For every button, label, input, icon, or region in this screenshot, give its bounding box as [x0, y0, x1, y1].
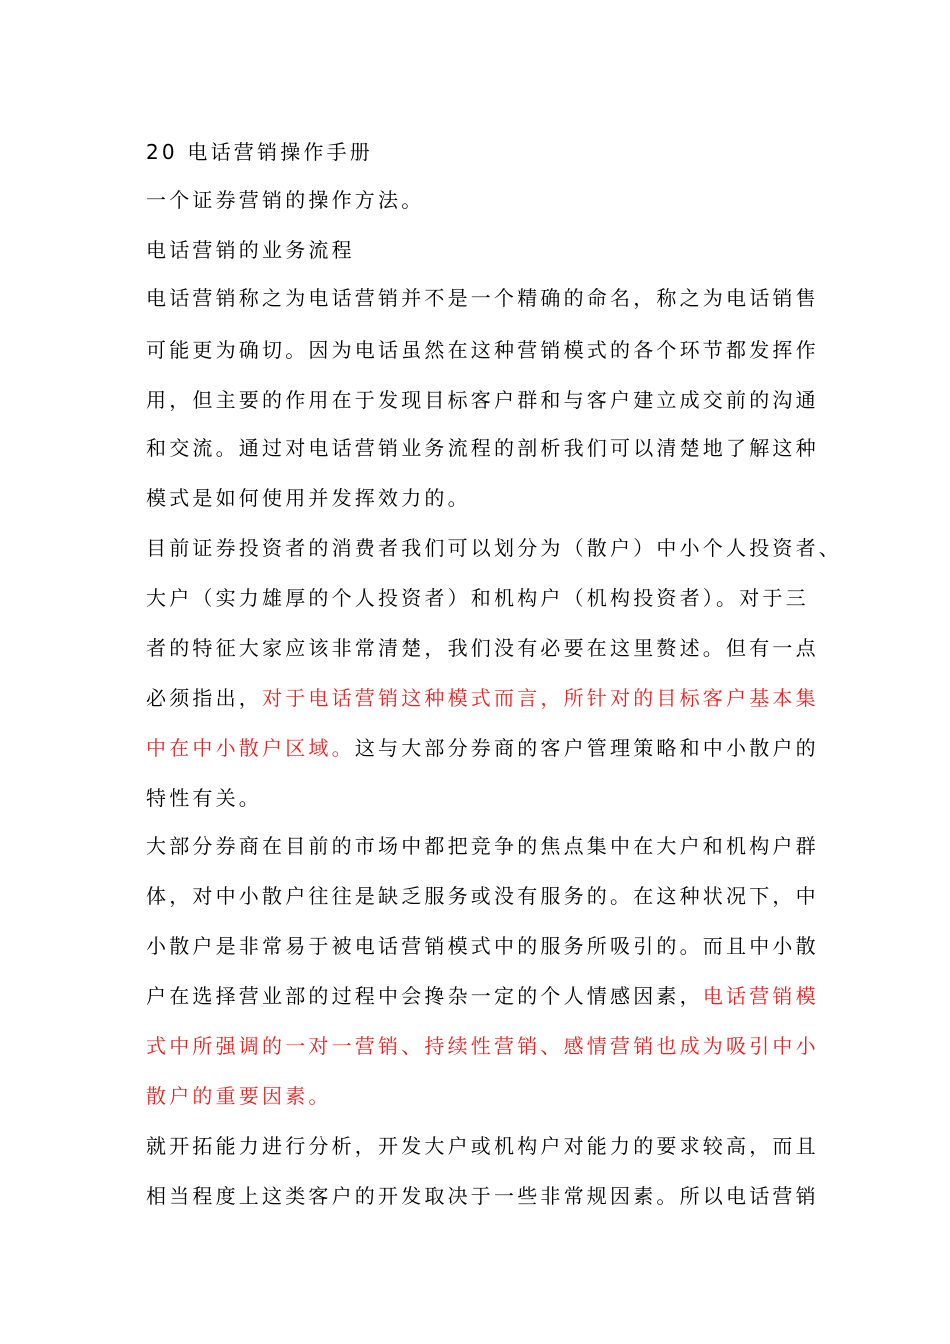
text-segment: 必须指出， [146, 686, 262, 710]
text-line [146, 386, 826, 414]
text-segment: 用，但主要的作用在于发现目标客户群和与客户建立成交前的沟通 [146, 388, 819, 412]
text-line [146, 434, 826, 462]
text-line [146, 484, 826, 512]
highlighted-text: 散户的重要因素。 [146, 1084, 332, 1108]
text-line [146, 1082, 826, 1110]
text-segment: 一个证券营销的操作方法。 [146, 188, 425, 212]
text-line [146, 982, 826, 1010]
text-line [146, 634, 826, 662]
text-segment: 电话营销的业务流程 [146, 238, 355, 262]
highlighted-text: 中在中小散户区域。 [146, 736, 355, 760]
text-line [146, 236, 826, 264]
text-segment: 就开拓能力进行分析，开发大户或机构户对能力的要求较高，而且 [146, 1134, 819, 1158]
text-segment: 体，对中小散户往往是缺乏服务或没有服务的。在这种状况下，中 [146, 884, 819, 908]
text-segment: 大部分券商在目前的市场中都把竞争的焦点集中在大户和机构户群 [146, 834, 819, 858]
text-segment: 相当程度上这类客户的开发取决于一些非常规因素。所以电话营销 [146, 1184, 819, 1208]
text-segment: 小散户是非常易于被电话营销模式中的服务所吸引的。而且中小散 [146, 934, 819, 958]
text-segment: 户在选择营业部的过程中会搀杂一定的个人情感因素， [146, 984, 703, 1008]
highlighted-text: 对于电话营销这种模式而言，所针对的目标客户基本集 [262, 686, 819, 710]
text-segment: 特性有关。 [146, 786, 262, 810]
text-line [146, 1032, 826, 1060]
text-line [146, 684, 826, 712]
text-line [146, 784, 826, 812]
text-segment: 者的特征大家应该非常清楚，我们没有必要在这里赘述。但有一点 [146, 636, 819, 660]
text-segment: 电话营销称之为电话营销并不是一个精确的命名，称之为电话销售 [146, 286, 819, 310]
text-line [146, 1182, 826, 1210]
text-line [146, 336, 826, 364]
text-line [146, 584, 826, 612]
text-line [146, 534, 842, 562]
text-line [146, 882, 826, 910]
text-line [146, 832, 826, 860]
text-segment: 大户（实力雄厚的个人投资者）和机构户（机构投资者）。对于三 [146, 586, 809, 610]
text-segment: 这与大部分券商的客户管理策略和中小散户的 [354, 736, 819, 760]
text-segment: 和交流。通过对电话营销业务流程的剖析我们可以清楚地了解这种 [146, 436, 819, 460]
text-line [146, 186, 826, 214]
text-segment: 可能更为确切。因为电话虽然在这种营销模式的各个环节都发挥作 [146, 338, 819, 362]
text-line [146, 1132, 826, 1160]
text-segment: 模式是如何使用并发挥效力的。 [146, 486, 471, 510]
text-line [146, 284, 826, 312]
highlighted-text: 电话营销模 [702, 984, 819, 1008]
document-title [146, 138, 826, 166]
text-segment: 目前证券投资者的消费者我们可以划分为（散户）中小个人投资者、 [146, 536, 842, 560]
text-line [146, 932, 826, 960]
text-segment: 20 电话营销操作手册 [146, 140, 374, 164]
text-line [146, 734, 826, 762]
highlighted-text: 式中所强调的一对一营销、持续性营销、感情营销也成为吸引中小 [146, 1034, 819, 1058]
